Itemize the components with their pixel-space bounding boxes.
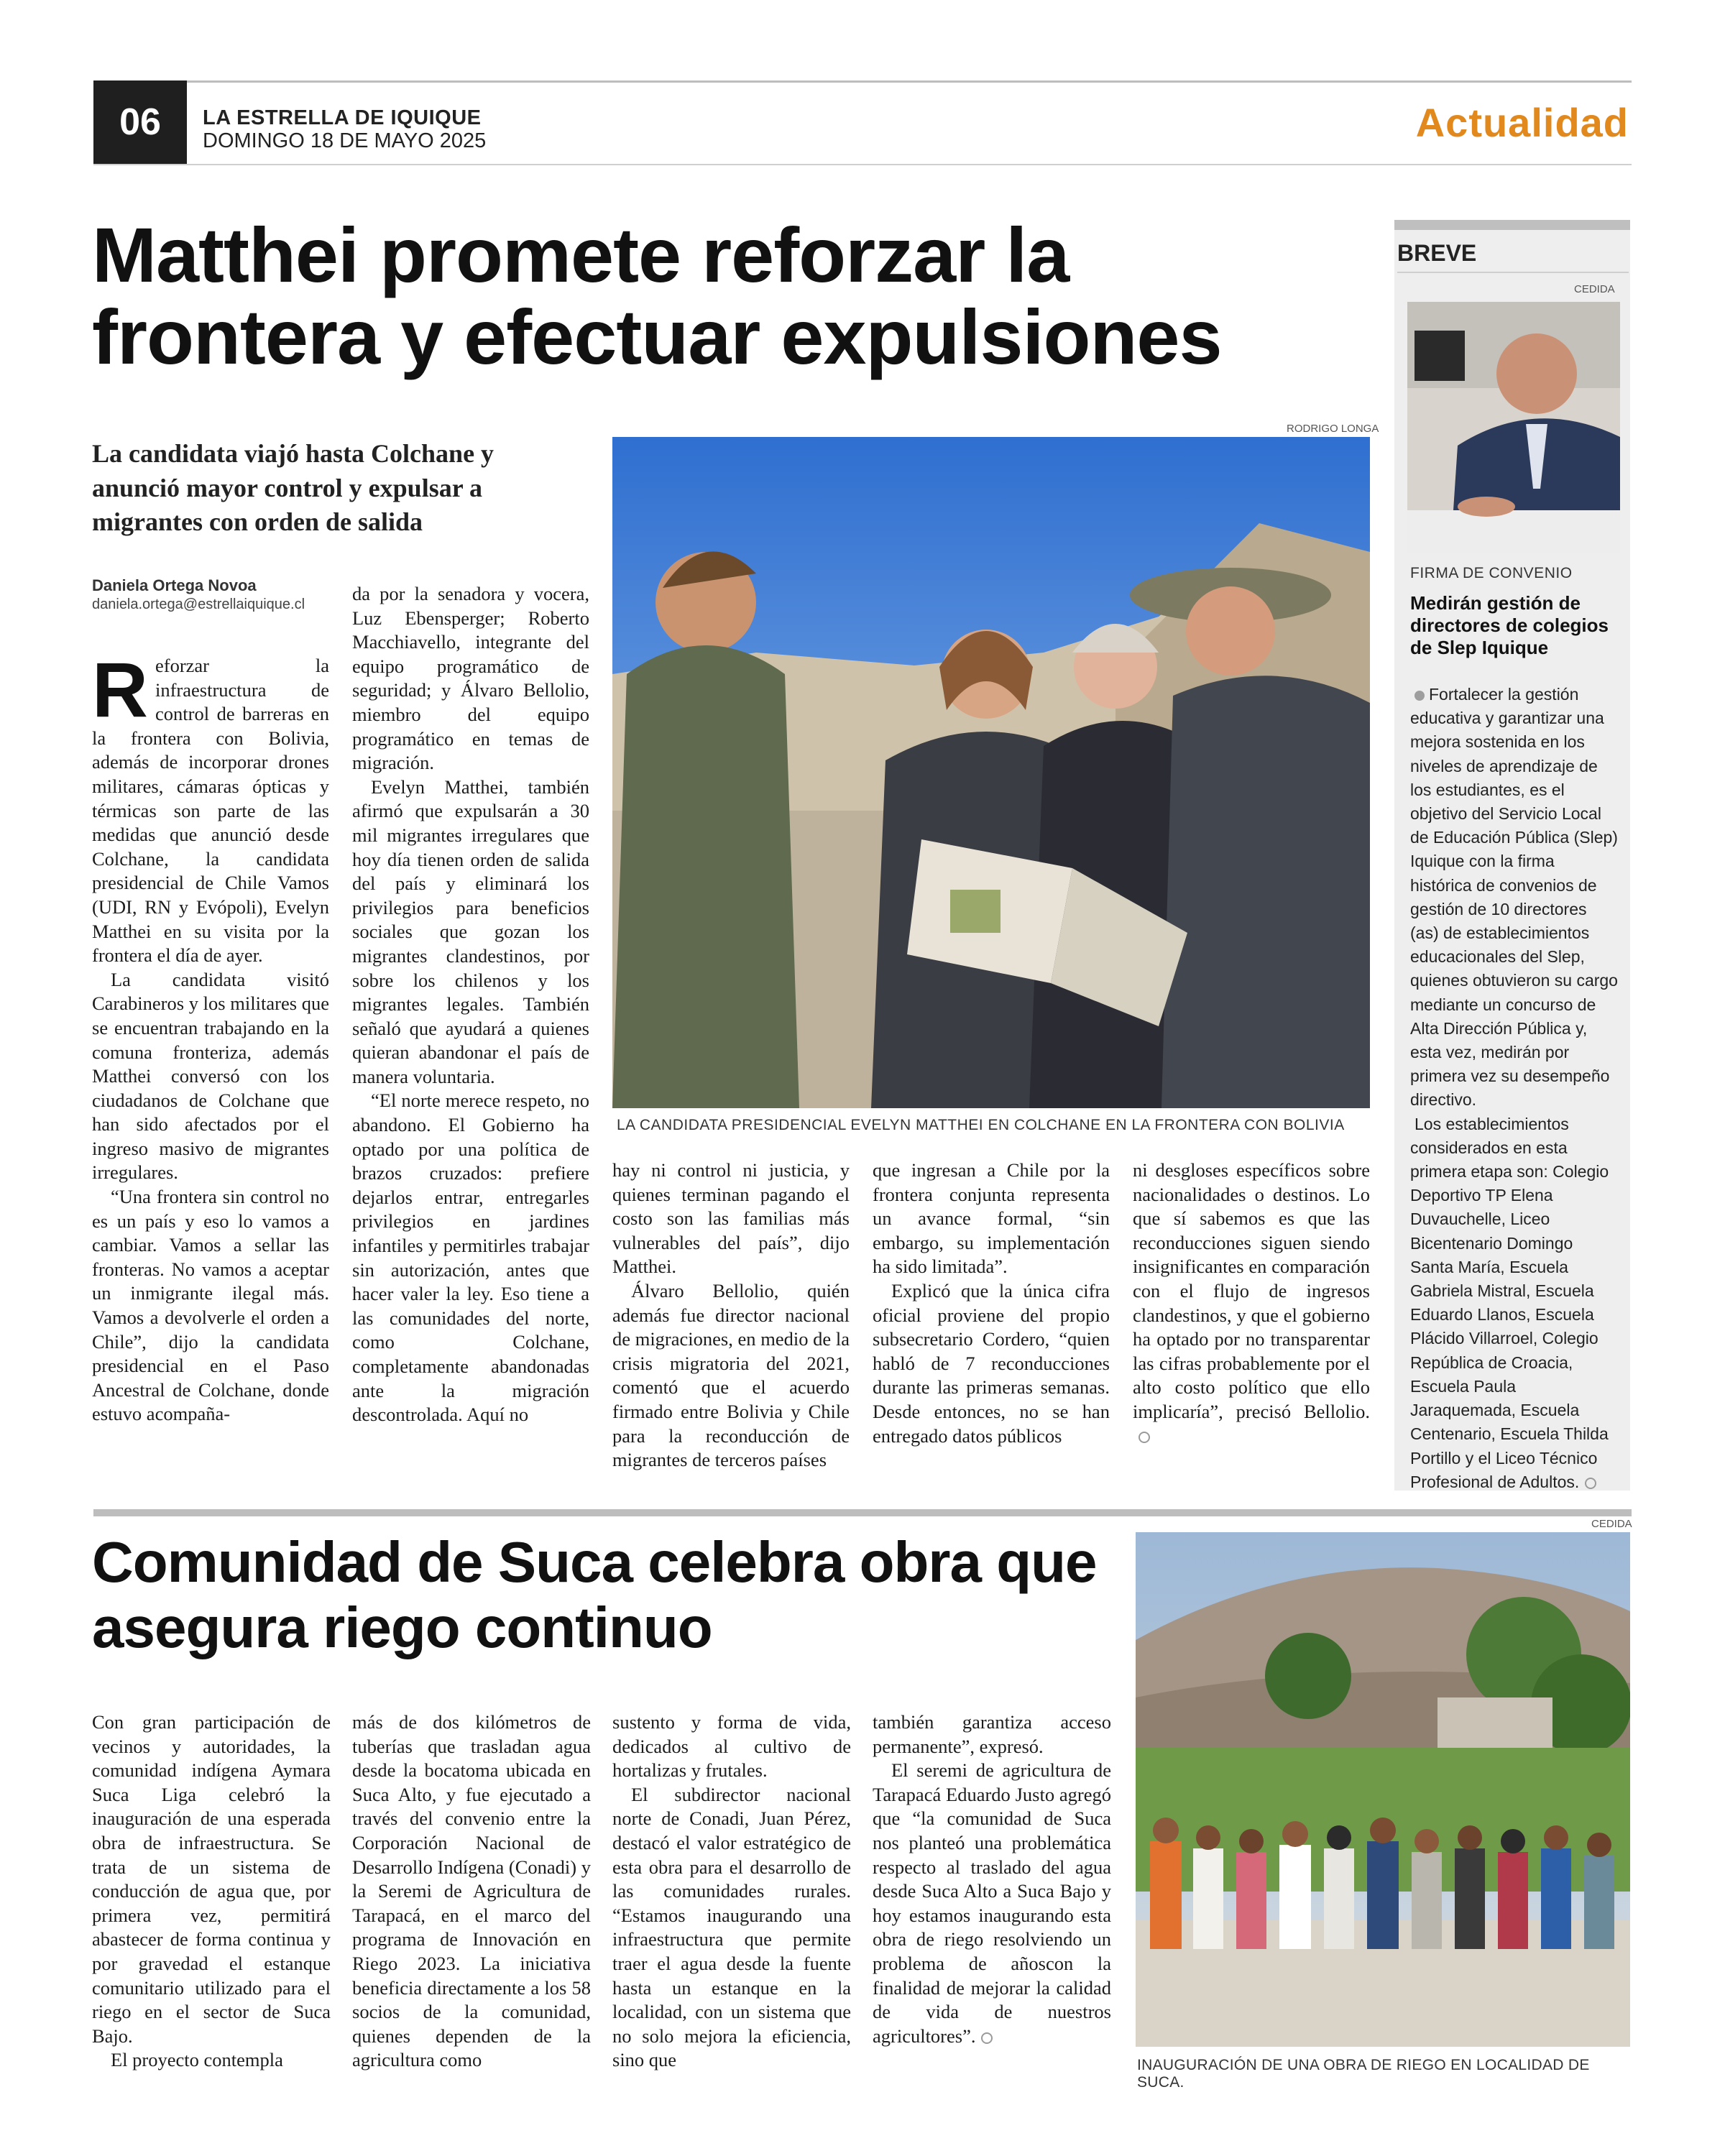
paragraph: “El norte merece respeto, no abandono. El Gobierno ha optado por una política de brazos cruzados: prefiere dejarlos entrar, entregarles privilegios en jardines infantiles y permitirles trabajar sin autorización, antes que hacer valer la ley. Eso tiene a las comunidades del norte, como Colchane, completamente abandonadas ante la migración descontrolada. Aquí no	[352, 1089, 589, 1426]
end-of-article-icon	[981, 2032, 993, 2044]
article1-deck: La candidata viajó hasta Colchane y anunció mayor control y expulsar a migrantes con orden de salida	[92, 439, 494, 537]
photo-matthei-colchane	[612, 437, 1370, 1108]
article1-column-1	[92, 646, 329, 1427]
section-label: Actualidad	[1415, 100, 1629, 145]
paragraph: sustento y forma de vida, dedicados al cultivo de hortalizas y frutales.	[612, 1711, 851, 1782]
article-separator	[93, 1509, 1632, 1516]
sidebar-top-bar	[1394, 220, 1630, 230]
paragraph: que ingresan a Chile por la frontera conjunta representa un avance formal, “sin embargo, su implementación ha sido limitada”.	[873, 1159, 1110, 1278]
photo-slep-director	[1407, 302, 1620, 553]
paragraph: “Una frontera sin control no es un país y eso lo vamos a cambiar. Vamos a sellar las fronteras. No vamos a aceptar un inmigrante ilegal más. Vamos a devolverle el orden a Chile”, dijo la candidata presidencial en el Paso Ancestral de Colchane, donde estuvo acompaña-	[92, 1186, 329, 1425]
paragraph: El proyecto contempla	[111, 2049, 283, 2071]
article2-column-1	[92, 1710, 331, 2073]
article2-photo-credit: CEDIDA	[1591, 1518, 1632, 1530]
sidebar-kicker: FIRMA DE CONVENIO	[1410, 565, 1573, 581]
article2-column-3	[612, 1710, 851, 2073]
sidebar-photo-credit: CEDIDA	[1574, 283, 1615, 295]
sidebar-title: Medirán gestión de directores de colegios de Slep Iquique	[1410, 592, 1609, 658]
paragraph: más de dos kilómetros de tuberías que trasladan agua desde la bocatoma ubicada en Suca Alto, y fue ejecutado a través del convenio entre la Corporación Nacional de Desarrollo Indígena (Conadi) y la Seremi de Agricultura de Tarapacá, en el marco del programa de Innovación en Riego 2023. La iniciativa beneficia directamente a los 58 socios de la comunidad, quienes dependen de la agricultura como	[352, 1711, 591, 2071]
paragraph: El seremi de agricultura de Tarapacá Eduardo Justo agregó que “la comunidad de Suca nos planteó una problemática respecto al traslado del agua desde Suca Alto a Suca Bajo y hoy estamos inaugurando esta obra de riego resolviendo un problema de añoscon la finalidad de mejorar la calidad de vida de nuestros agricultores”.	[873, 1759, 1111, 2047]
paragraph: Los establecimientos considerados en esta primera etapa son: Colegio Deportivo TP Elena Duvauchelle, Liceo Bicentenario Domingo Santa María, Escuela Gabriela Mistral, Escuela Eduardo Llanos, Escuela Plácido Villarroel, Colegio República de Croacia, Escuela Paula Jaraquemada, Escuela Centenario, Escuela Thilda Portillo y el Liceo Técnico Profesional de Adultos.	[1410, 1114, 1609, 1491]
header-bottom-rule	[93, 164, 1632, 165]
photo-credit: RODRIGO LONGA	[1287, 423, 1379, 435]
sidebar-rule	[1397, 272, 1629, 273]
publication-date: DOMINGO 18 DE MAYO 2025	[203, 129, 487, 152]
paragraph: Evelyn Matthei, también afirmó que expulsarán a 30 mil migrantes irregulares que hoy día tienen orden de salida del país y eliminará los privilegios para beneficios sociales que gozan los migrantes clandestinos, por sobre los chilenos y los migrantes legales. También señaló que ayudará a quienes quieran abandonar el país de manera voluntaria.	[352, 775, 589, 1087]
article1-column-2	[352, 582, 589, 1427]
paragraph: también garantiza acceso permanente”, expresó.	[873, 1711, 1111, 1757]
article1-column-3	[612, 1158, 850, 1473]
article1-column-4	[873, 1158, 1110, 1448]
sidebar-photo	[1407, 302, 1620, 553]
publication-name: LA ESTRELLA DE IQUIQUE	[203, 106, 482, 129]
bullet-icon	[1414, 691, 1425, 701]
article1-author-email: daniela.ortega@estrellaiquique.cl	[92, 596, 305, 612]
paragraph: ni desgloses específicos sobre nacionalidades o destinos. Lo que sí sabemos es que las reconducciones siguen siendo insignificantes en comparación con el flujo de ingresos clandestinos, y que el gobierno ha optado por no transparentar las cifras probablemente por el alto costo político que ello implicaría”, precisó Bellolio.	[1133, 1159, 1370, 1422]
article1-column-5	[1133, 1158, 1370, 1448]
paragraph: La candidata visitó Carabineros y los militares que se encuentran trabajando en la comuna fronteriza, además Matthei conversó con los ciudadanos de Colchane que han sido afectados por el ingreso masivo de migrantes irregulares.	[92, 968, 329, 1184]
article1-photo	[612, 437, 1370, 1108]
end-of-article-icon	[1138, 1432, 1150, 1443]
paragraph: Fortalecer la gestión educativa y garantizar una mejora sostenida en los niveles de aprendizaje de los estudiantes, es el objetivo del Servicio Local de Educación Pública (Slep) Iquique con la firma histórica de convenios de gestión de 10 directores (as) de establecimientos educacionales del Slep, quienes obtuvieron su cargo mediante un concurso de Alta Dirección Pública y, esta vez, medirán por primera vez su desempeño directivo.	[1410, 685, 1618, 1110]
photo-suca-community	[1136, 1532, 1630, 2047]
article1-headline: Matthei promete reforzar la frontera y efectuar expulsiones	[92, 211, 1222, 381]
paragraph: Explicó que la única cifra oficial proviene del propio subsecretario Cordero, “quien habló de 7 reconducciones durante las primeras semanas. Desde entonces, no se han entregado datos públicos	[873, 1279, 1110, 1447]
end-of-article-icon	[1585, 1478, 1596, 1489]
article1-author: Daniela Ortega Novoa	[92, 576, 257, 594]
sidebar-label: BREVE	[1397, 240, 1477, 266]
paragraph: El subdirector nacional norte de Conadi, Juan Pérez, destacó el valor estratégico de esta obra para el desarrollo de las comunidades rurales. “Estamos inaugurando una infraestructura que permite traer el agua desde la fuente hasta un estanque en la localidad, con un sistema que no solo mejora la eficiencia, sino que	[612, 1783, 851, 2071]
dropcap: R	[92, 646, 148, 733]
paragraph: da por la senadora y vocera, Luz Ebensperger; Roberto Macchiavello, integrante del equipo programático de seguridad; y Álvaro Bellolio, miembro del equipo programático en temas de migración.	[352, 583, 589, 774]
article2-photo-caption: INAUGURACIÓN DE UNA OBRA DE RIEGO EN LOCALIDAD DE SUCA.	[1137, 2057, 1590, 2091]
header-top-rule	[93, 80, 1632, 83]
sidebar-body	[1410, 683, 1619, 1494]
article2-headline: Comunidad de Suca celebra obra que asegura riego continuo	[92, 1530, 1097, 1660]
paragraph: Álvaro Bellolio, quién además fue director nacional de migraciones, en medio de la crisis migratoria del 2021, comentó que el acuerdo firmado entre Bolivia y Chile para la reconducción de migrantes de terceros países	[612, 1279, 850, 1471]
paragraph: hay ni control ni justicia, y quienes terminan pagando el costo son las familias más vulnerables del país”, dijo Matthei.	[612, 1159, 850, 1278]
article2-column-2	[352, 1710, 591, 2073]
page-number: 06	[93, 80, 187, 164]
paragraph: eforzar la infraestructura de control de barreras en la frontera con Bolivia, además de incorporar drones militares, cámaras ópticas y térmicas son parte de las medidas que anunció desde Colchane, la candidata presidencial de Chile Vamos (UDI, RN y Evópoli), Evelyn Matthei en su visita por la frontera el día de ayer.	[92, 655, 329, 967]
paragraph: Con gran participación de vecinos y autoridades, la comunidad indígena Aymara Suca Liga celebró la inauguración de una esperada obra de infraestructura. Se trata de un sistema de conducción de agua que, por primera vez, permitirá abastecer de forma continua y por gravedad el estanque comunitario utilizado para el riego en el sector de Suca Bajo.	[92, 1711, 331, 2047]
article1-photo-caption: LA CANDIDATA PRESIDENCIAL EVELYN MATTHEI EN COLCHANE EN LA FRONTERA CON BOLIVIA	[617, 1117, 1345, 1133]
article2-photo	[1136, 1532, 1630, 2047]
article2-column-4	[873, 1710, 1111, 2048]
